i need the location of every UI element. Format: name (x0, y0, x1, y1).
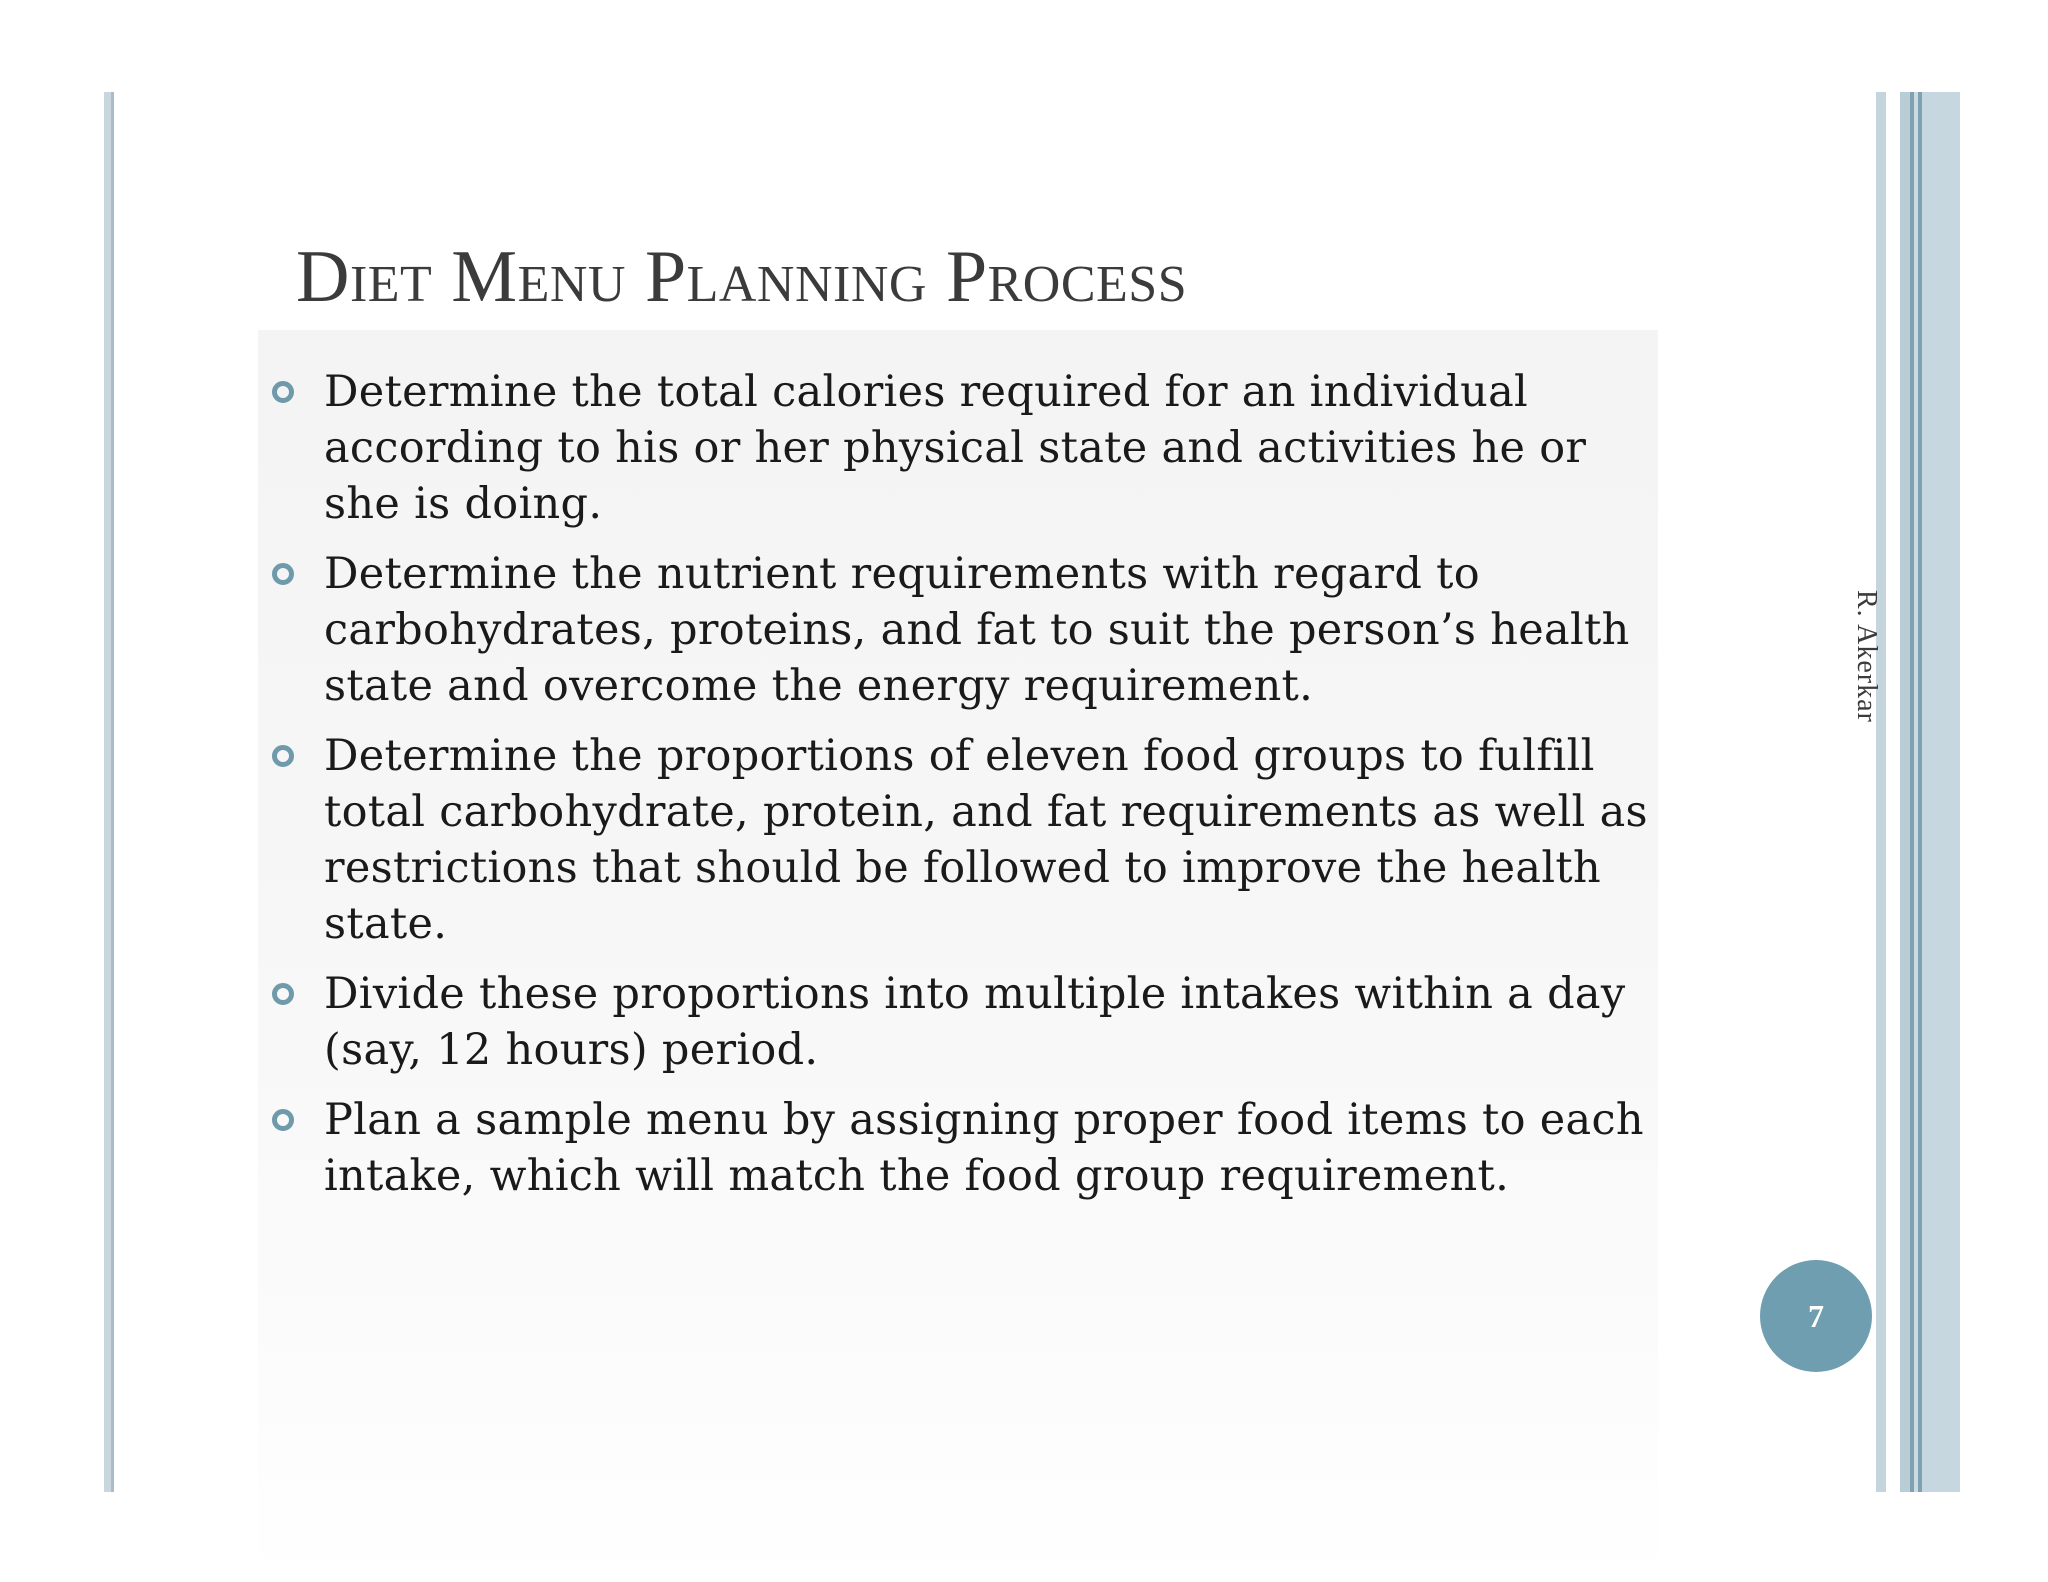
bullet-item (270, 966, 1670, 1078)
page-number: 7 (1808, 1297, 1824, 1334)
right-stripe (1900, 92, 1910, 1492)
bullet-item (270, 364, 1670, 532)
hollow-circle-bullet-icon (272, 983, 294, 1005)
bullet-text: Determine the proportions of eleven food groups to fulfill total carbohydrate, protein, and fat requirements as well as restrictions that should be followed to improve the health state. (324, 731, 1648, 949)
bullet-text: Divide these proportions into multiple intakes within a day (say, 12 hours) period. (324, 969, 1626, 1075)
slide-title: Diet Menu Planning Process (296, 236, 1188, 318)
hollow-circle-bullet-icon (272, 563, 294, 585)
hollow-circle-bullet-icon (272, 381, 294, 403)
bullet-item (270, 1092, 1670, 1204)
right-stripe (1876, 92, 1886, 1492)
bullet-text: Determine the total calories required for an individual according to his or her physical state and activities he or she is doing. (324, 367, 1587, 529)
bullet-text: Plan a sample menu by assigning proper food items to each intake, which will match the food group requirement. (324, 1095, 1644, 1201)
bullet-list (270, 364, 1670, 1218)
left-decorative-bar (104, 92, 111, 1492)
right-stripe (1886, 92, 1900, 1492)
bullet-item (270, 546, 1670, 714)
left-decorative-bar-inner (111, 92, 114, 1492)
bullet-text: Determine the nutrient requirements with regard to carbohydrates, proteins, and fat to suit the person’s health state and overcome the energy requirement. (324, 549, 1630, 711)
page-number-badge (1760, 1260, 1872, 1372)
hollow-circle-bullet-icon (272, 745, 294, 767)
author-credit: R. Akerkar (1851, 590, 1882, 723)
bullet-item (270, 728, 1670, 952)
right-stripe (1922, 92, 1960, 1492)
hollow-circle-bullet-icon (272, 1109, 294, 1131)
